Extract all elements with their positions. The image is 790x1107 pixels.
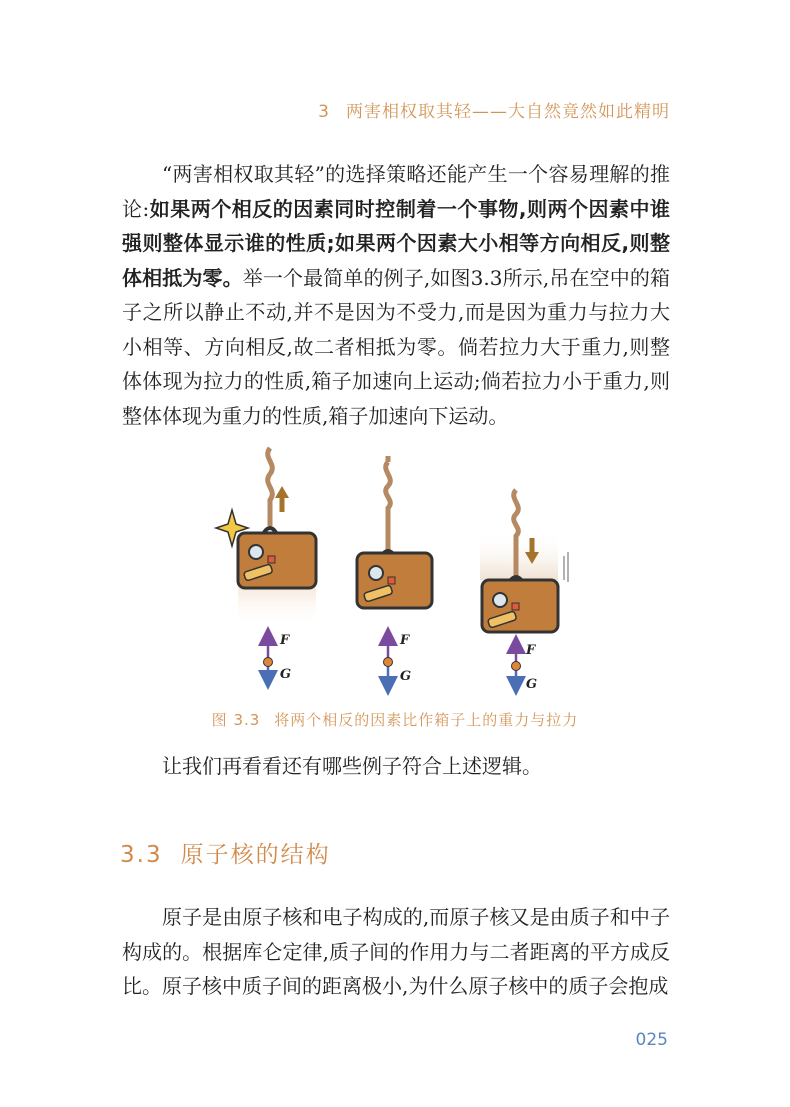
suitcase-falling (480, 490, 568, 692)
body-paragraph-1 (122, 157, 670, 433)
section-heading (120, 836, 331, 869)
figure-label: 图 3.3 (211, 711, 261, 729)
body-paragraph-2: 让我们再看看还有哪些例子符合上述逻辑。 (162, 754, 542, 778)
figure-caption-text: 将两个相反的因素比作箱子上的重力与拉力 (274, 711, 579, 729)
figure-3-3 (200, 440, 600, 700)
force-g-label: G (400, 669, 412, 684)
force-f-label: F (400, 633, 410, 648)
rope (386, 462, 391, 550)
paragraph-text-cont: 举一个最简单的例子,如图3.3所示,吊在空中的箱子之所以静止不动,并不是因为不受力,而是因为重力与拉力大小相等、方向相反,故二者相抵为零。倘若拉力大于重力,则整体体现为拉力的性质,箱子加速向上运动;倘若拉力小于重力,则整体体现为重力的性质,箱子加速向下运动。 (122, 265, 671, 428)
body-paragraph-3: 原子是由原子核和电子构成的,而原子核又是由质子和中子构成的。根据库仑定律,质子间的作用力与二者距离的平方成反比。原子核中质子间的距离极小,为什么原子核中的质子会抱成 (122, 905, 670, 998)
force-g-label: G (280, 667, 292, 682)
page-number: 025 (635, 1030, 668, 1050)
suitcase-illustration (200, 440, 600, 700)
running-header (318, 97, 670, 122)
chapter-number: 3 (318, 102, 330, 122)
suitcase-rising (216, 448, 316, 682)
suitcase-static (357, 456, 432, 686)
paragraph-text: “两害相权取其轻”的选择策略还能产生一个容易理解的推论: (122, 162, 670, 221)
figure-caption (0, 709, 790, 730)
section-number: 3.3 (120, 842, 163, 868)
rope (268, 448, 273, 526)
arrow-up-icon (275, 486, 289, 498)
section-title: 原子核的结构 (180, 842, 331, 868)
force-f-label: F (280, 633, 290, 648)
chapter-title: 两害相权取其轻——大自然竟然如此精明 (346, 102, 670, 122)
force-g-label: G (526, 677, 538, 692)
force-f-label: F (526, 643, 536, 658)
bold-statement: 如果两个相反的因素同时控制着一个事物,则两个因素中谁强则整体显示谁的性质;如果两个因素大小相等方向相反,则整体相抵为零。 (122, 196, 670, 290)
